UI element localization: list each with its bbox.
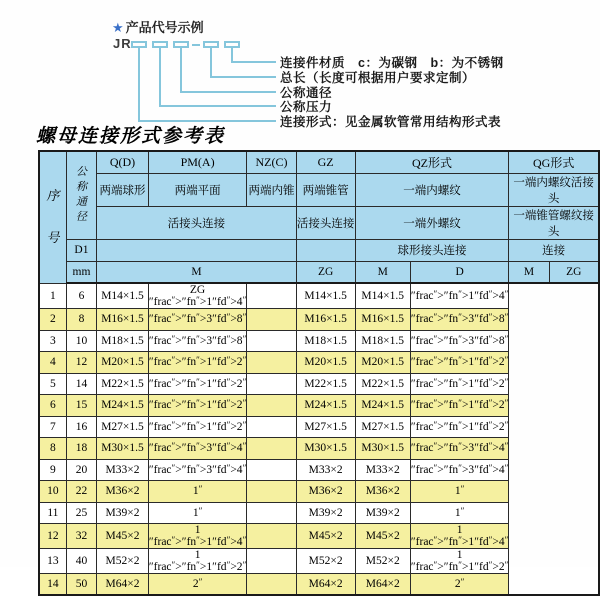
header-unit-d-qz: D (410, 261, 508, 283)
cell-m-thread: M24×1.5 (97, 395, 149, 417)
callout-label-material: 连接件材质 c：为碳钢 b：为不锈钢 (280, 56, 504, 70)
header-unit-m-qz: M (355, 261, 410, 283)
cell-m-thread: M33×2 (97, 459, 149, 481)
cell-qg-zg: ″frac″>″fn″>1″fd″>2″ (410, 395, 508, 417)
cell-m-thread: M16×1.5 (97, 309, 149, 331)
callout-connector-5 (138, 48, 276, 122)
table-row (39, 459, 599, 481)
cell-dn: 18 (66, 438, 96, 460)
cell-gz-thread: ″frac″>″fn″>3″fd″>8″ (148, 330, 246, 352)
cell-dn: 16 (66, 416, 96, 438)
header-unit-m-qg: M (509, 261, 549, 283)
cell-qz-d: M39×2 (296, 502, 355, 524)
cell-qz-m (247, 352, 296, 374)
header-desc-nz: 两端内锥 (247, 173, 296, 206)
header-desc-qg: 一端内螺纹活接头 (509, 173, 599, 206)
header-desc-qz: 一端内螺纹 (355, 173, 509, 206)
cell-dn: 12 (66, 352, 96, 374)
cell-dn: 20 (66, 459, 96, 481)
product-code-example-heading (112, 17, 204, 36)
cell-m-thread: M45×2 (97, 524, 149, 549)
code-box-1 (131, 41, 147, 48)
star-icon: ★ (112, 20, 124, 35)
table-row (39, 438, 599, 460)
header-row-units (39, 261, 599, 283)
cell-qz-d: M14×1.5 (296, 283, 355, 309)
cell-qg-m: M14×1.5 (355, 283, 410, 309)
cell-qg-zg: 1″ (410, 481, 508, 503)
cell-dn: 50 (66, 574, 96, 596)
code-prefix: JR (113, 36, 132, 51)
table-row (39, 330, 599, 352)
header-code-pm: PM(A) (148, 151, 246, 173)
header-blank-left (97, 239, 297, 261)
cell-qg-m: M52×2 (355, 549, 410, 574)
cell-qz-d: M27×1.5 (296, 416, 355, 438)
header-row-d1 (39, 239, 599, 261)
cell-qz-m (247, 373, 296, 395)
header-unit-m-left: M (97, 261, 297, 283)
cell-seq: 3 (39, 330, 66, 352)
cell-qz-m (247, 416, 296, 438)
header-unit-zg-gz: ZG (296, 261, 355, 283)
cell-seq: 7 (39, 416, 66, 438)
cell-seq: 1 (39, 283, 66, 309)
code-box-2 (152, 41, 168, 48)
cell-qz-d: M24×1.5 (296, 395, 355, 417)
cell-qg-m: M18×1.5 (355, 330, 410, 352)
cell-m-thread: M36×2 (97, 481, 149, 503)
header-desc-pm: 两端平面 (148, 173, 246, 206)
table-row (39, 574, 599, 596)
cell-seq: 8 (39, 438, 66, 460)
cell-qz-d: M30×1.5 (296, 438, 355, 460)
cell-dn: 6 (66, 283, 96, 309)
cell-qz-d: M64×2 (296, 574, 355, 596)
callout-label-connection: 连接形式：见金属软管常用结构形式表 (280, 115, 502, 129)
header-code-gz: GZ (296, 151, 355, 173)
cell-seq: 14 (39, 574, 66, 596)
cell-seq: 13 (39, 549, 66, 574)
cell-seq: 6 (39, 395, 66, 417)
cell-gz-thread: ″frac″>″fn″>1″fd″>2″ (148, 395, 246, 417)
cell-gz-thread: ″frac″>″fn″>1″fd″>2″ (148, 352, 246, 374)
cell-qg-zg: 2″ (410, 574, 508, 596)
cell-qz-d: M33×2 (296, 459, 355, 481)
header-blank-gz (296, 239, 355, 261)
cell-seq: 5 (39, 373, 66, 395)
header-ball-joint-qz: 球形接头连接 (355, 239, 509, 261)
cell-qg-zg: ″frac″>″fn″>1″fd″>2″ (410, 352, 508, 374)
cell-m-thread: M52×2 (97, 549, 149, 574)
cell-qg-zg: 1 ″frac″>″fn″>1″fd″>2″ (410, 549, 509, 573)
cell-m-thread: M14×1.5 (97, 283, 149, 309)
cell-seq: 4 (39, 352, 66, 374)
cell-gz-thread: 1″ (148, 502, 246, 524)
header-connect-qg: 连接 (509, 239, 599, 261)
cell-m-thread: M39×2 (97, 502, 149, 524)
header-seq: 序号 (39, 151, 66, 283)
code-box-5 (224, 41, 240, 48)
cell-qz-m (247, 309, 296, 331)
cell-dn: 10 (66, 330, 96, 352)
callout-label-pressure: 公称压力 (280, 100, 333, 114)
cell-seq: 9 (39, 459, 66, 481)
cell-dn: 15 (66, 395, 96, 417)
cell-qg-m: M33×2 (355, 459, 410, 481)
table-row (39, 395, 599, 417)
cell-qg-zg: ″frac″>″fn″>3″fd″>8″ (410, 330, 508, 352)
cell-qz-d: M45×2 (296, 524, 355, 549)
cell-qz-m (247, 330, 296, 352)
cell-qg-m: M36×2 (355, 481, 410, 503)
cell-qg-zg: ″frac″>″fn″>3″fd″>8″ (410, 309, 508, 331)
cell-qg-zg: ″frac″>″fn″>1″fd″>4″ (410, 283, 508, 309)
cell-m-thread: M18×1.5 (97, 330, 149, 352)
table-title: 螺母连接形式参考表 (36, 126, 226, 147)
cell-qg-zg: 1″ (410, 502, 508, 524)
cell-gz-thread: ″frac″>″fn″>3″fd″>8″ (148, 309, 246, 331)
cell-qg-m: M30×1.5 (355, 438, 410, 460)
cell-gz-thread: ″frac″>″fn″>3″fd″>4″ (148, 459, 246, 481)
cell-qg-zg: ″frac″>″fn″>1″fd″>2″ (410, 416, 508, 438)
cell-qz-d: M22×1.5 (296, 373, 355, 395)
cell-qz-d: M36×2 (296, 481, 355, 503)
cell-qz-m (247, 459, 296, 481)
cell-qg-zg: ″frac″>″fn″>1″fd″>2″ (410, 373, 508, 395)
cell-m-thread: M30×1.5 (97, 438, 149, 460)
code-box-3 (173, 41, 189, 48)
header-nominal-diameter: 公称通径 (66, 151, 96, 239)
cell-gz-thread: 1 ″frac″>″fn″>1″fd″>2″ (148, 549, 247, 573)
cell-gz-thread: ″frac″>″fn″>1″fd″>2″ (148, 373, 246, 395)
cell-dn: 40 (66, 549, 96, 574)
cell-qz-m (247, 524, 296, 549)
table-row (39, 373, 599, 395)
nut-connection-table (38, 150, 600, 596)
cell-qg-m: M16×1.5 (355, 309, 410, 331)
cell-qg-m: M39×2 (355, 502, 410, 524)
cell-qg-m: M64×2 (355, 574, 410, 596)
header-external-thread-qz: 一端外螺纹 (355, 206, 509, 239)
table-row (39, 352, 599, 374)
cell-qg-zg: ″frac″>″fn″>3″fd″>4″ (410, 438, 508, 460)
cell-gz-thread: ZG ″frac″>″fn″>1″fd″>4″ (148, 284, 247, 308)
cell-dn: 25 (66, 502, 96, 524)
header-code-qg: QG形式 (509, 151, 599, 173)
cell-qz-d: M52×2 (296, 549, 355, 574)
table-row (39, 309, 599, 331)
cell-m-thread: M20×1.5 (97, 352, 149, 374)
table-row (39, 524, 599, 549)
header-unit-zg-qg: ZG (549, 261, 599, 283)
cell-qz-d: M18×1.5 (296, 330, 355, 352)
cell-qg-m: M22×1.5 (355, 373, 410, 395)
cell-m-thread: M64×2 (97, 574, 149, 596)
cell-seq: 11 (39, 502, 66, 524)
cell-dn: 8 (66, 309, 96, 331)
cell-m-thread: M22×1.5 (97, 373, 149, 395)
cell-qz-m (247, 395, 296, 417)
header-taper-thread-qg: 一端锥管螺纹接头 (509, 206, 599, 239)
cell-dn: 22 (66, 481, 96, 503)
header-code-qz: QZ形式 (355, 151, 509, 173)
product-code-example-label: 产品代号示例 (125, 20, 204, 35)
cell-qz-m (247, 438, 296, 460)
cell-gz-thread: ″frac″>″fn″>1″fd″>2″ (148, 416, 246, 438)
cell-qg-m: M27×1.5 (355, 416, 410, 438)
table-row (39, 416, 599, 438)
callout-label-diameter: 公称通径 (280, 86, 333, 100)
cell-qg-m: M24×1.5 (355, 395, 410, 417)
code-separator (192, 44, 200, 46)
table-row (39, 283, 599, 309)
header-row-codes (39, 151, 599, 173)
cell-dn: 14 (66, 373, 96, 395)
cell-qz-m (247, 481, 296, 503)
header-union-left: 活接头连接 (97, 206, 297, 239)
cell-qg-m: M45×2 (355, 524, 410, 549)
header-desc-gz: 两端锥管 (296, 173, 355, 206)
cell-qz-m (247, 574, 296, 596)
header-code-nz: NZ(C) (247, 151, 296, 173)
callout-label-length: 总长（长度可根据用户要求定制） (280, 71, 476, 85)
cell-qg-zg: 1 ″frac″>″fn″>1″fd″>4″ (410, 524, 509, 548)
cell-qz-d: M16×1.5 (296, 309, 355, 331)
table-row (39, 481, 599, 503)
cell-m-thread: M27×1.5 (97, 416, 149, 438)
cell-gz-thread: ″frac″>″fn″>3″fd″>4″ (148, 438, 246, 460)
cell-gz-thread: 1″ (148, 481, 246, 503)
cell-qg-zg: ″frac″>″fn″>3″fd″>4″ (410, 459, 508, 481)
cell-qz-m (247, 502, 296, 524)
table-row (39, 549, 599, 574)
table-body (39, 283, 599, 595)
cell-seq: 2 (39, 309, 66, 331)
cell-qg-m: M20×1.5 (355, 352, 410, 374)
cell-seq: 10 (39, 481, 66, 503)
header-union-gz: 活接头连接 (296, 206, 355, 239)
header-d1: D1 (66, 239, 96, 261)
header-row-end-types (39, 173, 599, 206)
cell-qz-m (247, 549, 296, 574)
cell-gz-thread: 1 ″frac″>″fn″>1″fd″>4″ (148, 524, 247, 548)
header-mm: mm (66, 261, 96, 283)
table-row (39, 502, 599, 524)
header-row-connection-types (39, 206, 599, 239)
header-code-qd: Q(D) (97, 151, 149, 173)
cell-qz-m (247, 283, 296, 309)
cell-seq: 12 (39, 524, 66, 549)
header-desc-qd: 两端球形 (97, 173, 149, 206)
cell-qz-d: M20×1.5 (296, 352, 355, 374)
cell-gz-thread: 2″ (148, 574, 246, 596)
cell-dn: 32 (66, 524, 96, 549)
code-box-4 (203, 41, 219, 48)
